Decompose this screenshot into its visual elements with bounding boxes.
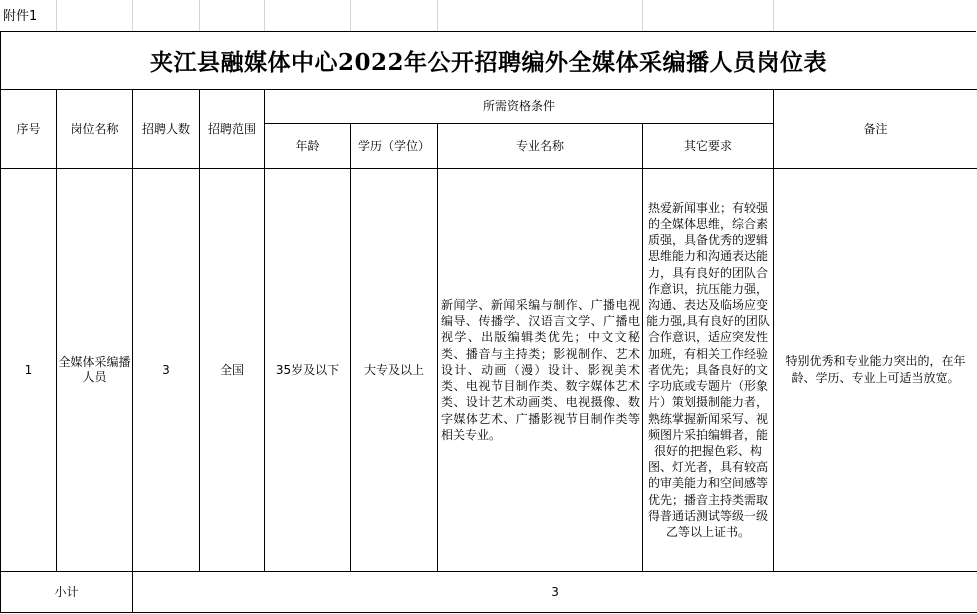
attachment-label: 附件1 — [3, 9, 38, 24]
gridline — [437, 0, 438, 31]
gridline — [264, 0, 265, 31]
spreadsheet-top-strip — [0, 0, 977, 31]
header-education: 学历（学位） — [351, 124, 438, 169]
cell-scope: 全国 — [200, 169, 265, 572]
header-remarks: 备注 — [774, 90, 977, 169]
cell-other-requirements: 热爱新闻事业；有较强的全媒体思维，综合素质强，具备优秀的逻辑思维能力和沟通表达能力，具有良好的团队合作意识，抗压能力强，沟通、表达及临场应变能力强,具有良好的团队合作意识，适应突发性加班，有相关工作经验者优先；具备良好的文字功底或专题片（形象片）策划摄制能力者，熟练掌握新闻采写、视频图片采拍编辑者，能很好的把握色彩、构图、灯光者，具有较高的审美能力和空间感等优先；播音主持类需取得普通话测试等级一级乙等以上证书。 — [643, 169, 774, 572]
gridline — [642, 0, 643, 31]
cell-education: 大专及以上 — [351, 169, 438, 572]
table-row — [1, 169, 977, 572]
cell-count: 3 — [133, 169, 200, 572]
header-scope: 招聘范围 — [200, 90, 265, 169]
header-major: 专业名称 — [438, 124, 643, 169]
gridline — [199, 0, 200, 31]
cell-remarks: 特别优秀和专业能力突出的，在年龄、学历、专业上可适当放宽。 — [774, 169, 977, 572]
header-other: 其它要求 — [643, 124, 774, 169]
header-position: 岗位名称 — [57, 90, 133, 169]
gridline — [773, 0, 774, 31]
subtotal-value: 3 — [133, 572, 977, 613]
gridline — [56, 0, 57, 31]
positions-table — [0, 89, 977, 613]
cell-position: 全媒体采编播人员 — [57, 169, 133, 572]
gridline — [132, 0, 133, 31]
header-age: 年龄 — [265, 124, 351, 169]
cell-age: 35岁及以下 — [265, 169, 351, 572]
cell-seq: 1 — [1, 169, 57, 572]
header-count: 招聘人数 — [133, 90, 200, 169]
cell-major: 新闻学、新闻采编与制作、广播电视编导、传播学、汉语言文学、广播电视学、出版编辑类优先；中文文秘类、播音与主持类；影视制作、艺术设计、动画（漫）设计、影视美术类、电视节目制作类、数字媒体艺术类、设计艺术动画类、电视摄像、数字媒体艺术、广播影视节目制作类等相关专业。 — [438, 169, 643, 572]
header-qualifications: 所需资格条件 — [265, 90, 774, 124]
page-title: 夹江县融媒体中心2022年公开招聘编外全媒体采编播人员岗位表 — [149, 48, 827, 76]
subtotal-label: 小计 — [1, 572, 133, 613]
subtotal-row — [1, 572, 977, 613]
header-seq: 序号 — [1, 90, 57, 169]
gridline — [350, 0, 351, 31]
